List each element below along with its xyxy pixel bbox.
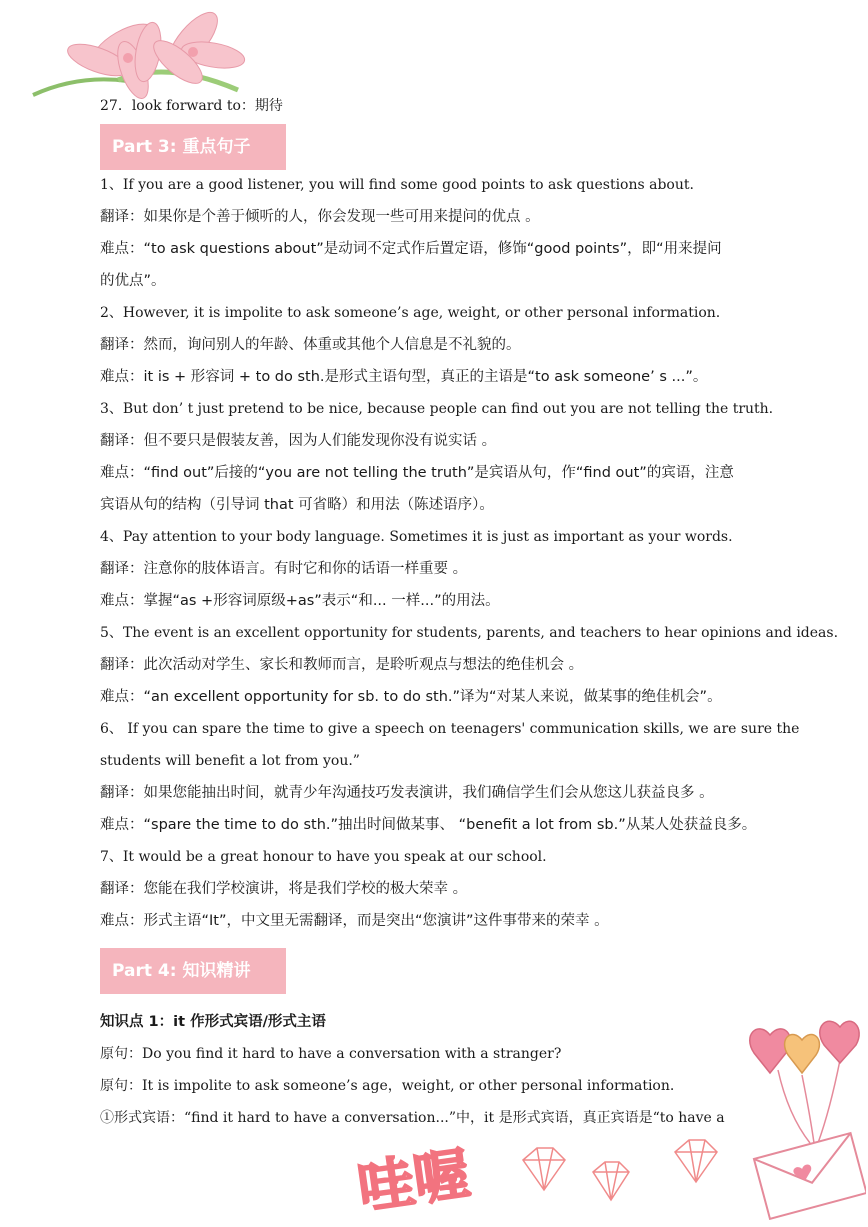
translation-6: 翻译：如果您能抽出时间，就青少年沟通技巧发表演讲，我们确信学生们会从您这儿获益良多 。 [100, 785, 714, 801]
difficulty-3-cont: 宾语从句的结构（引导词 that 可省略）和用法（陈述语序）。 [100, 497, 494, 513]
difficulty-3: 难点：“find out”后接的“you are not telling the truth”是宾语从句，作“find out”的宾语，注意 [100, 465, 734, 481]
lily-flower-decoration [28, 0, 268, 110]
translation-4: 翻译：注意你的肢体语言。有时它和你的话语一样重要 。 [100, 561, 468, 577]
part3-banner: Part 3: 重点句子 [100, 124, 286, 170]
original-sentence-1: 原句：Do you find it hard to have a conversation with a stranger? [100, 1046, 562, 1062]
translation-7: 翻译：您能在我们学校演讲，将是我们学校的极大荣幸 。 [100, 881, 468, 897]
part4-banner: Part 4: 知识精讲 [100, 948, 286, 994]
translation-5: 翻译：此次活动对学生、家长和教师而言，是聆听观点与想法的绝佳机会 。 [100, 657, 584, 673]
difficulty-1-cont: 的优点”。 [100, 273, 166, 289]
difficulty-4: 难点：掌握“as +形容词原级+as”表示“和... 一样...”的用法。 [100, 593, 500, 609]
sentence-4: 4、Pay attention to your body language. Sometimes it is just as important as your words. [100, 529, 733, 545]
sentence-6: 6、 If you can spare the time to give a speech on teenagers' communication skills, we are sure the [100, 721, 800, 737]
translation-3: 翻译：但不要只是假装友善，因为人们能发现你没有说实话 。 [100, 433, 497, 449]
balloon-envelope-decoration [740, 1015, 866, 1220]
difficulty-6: 难点：“spare the time to do sth.”抽出时间做某事、 “benefit a lot from sb.”从某人处获益良多。 [100, 817, 757, 833]
sentence-3: 3、But don’ t just pretend to be nice, because people can find out you are not telling the truth. [100, 401, 774, 417]
diamond-sketch-icons [515, 1130, 725, 1210]
knowledge-point-1-title: 知识点 1：it 作形式宾语/形式主语 [100, 1014, 326, 1030]
wow-decoration-text: 哇喔 [353, 1141, 474, 1222]
sentence-5: 5、The event is an excellent opportunity for students, parents, and teachers to hear opinions and ideas. [100, 625, 839, 641]
sentence-1: 1、If you are a good listener, you will find some good points to ask questions about. [100, 177, 694, 193]
difficulty-1: 难点：“to ask questions about”是动词不定式作后置定语，修饰“good points”，即“用来提问 [100, 241, 722, 257]
sentence-7: 7、It would be a great honour to have you speak at our school. [100, 849, 547, 865]
difficulty-2: 难点：it is + 形容词 + to do sth.是形式主语句型，真正的主语是“to ask someone’ s ...”。 [100, 369, 708, 385]
sentence-6-cont: students will benefit a lot from you.” [100, 753, 360, 769]
translation-1: 翻译：如果你是个善于倾听的人，你会发现一些可用来提问的优点 。 [100, 209, 540, 225]
difficulty-5: 难点：“an excellent opportunity for sb. to do sth.”译为“对某人来说，做某事的绝佳机会”。 [100, 689, 722, 705]
original-sentence-2: 原句：It is impolite to ask someone’s age，weight, or other personal information. [100, 1078, 675, 1094]
sentence-2: 2、However, it is impolite to ask someone’s age, weight, or other personal information. [100, 305, 721, 321]
vocab-item-27: 27．look forward to：期待 [100, 98, 283, 114]
formal-object-note: ①形式宾语：“find it hard to have a conversation...”中，it 是形式宾语，真正宾语是“to have a [100, 1110, 725, 1126]
difficulty-7: 难点：形式主语“It”，中文里无需翻译，而是突出“您演讲”这件事带来的荣幸 。 [100, 913, 609, 929]
translation-2: 翻译：然而，询问别人的年龄、体重或其他个人信息是不礼貌的。 [100, 337, 521, 353]
